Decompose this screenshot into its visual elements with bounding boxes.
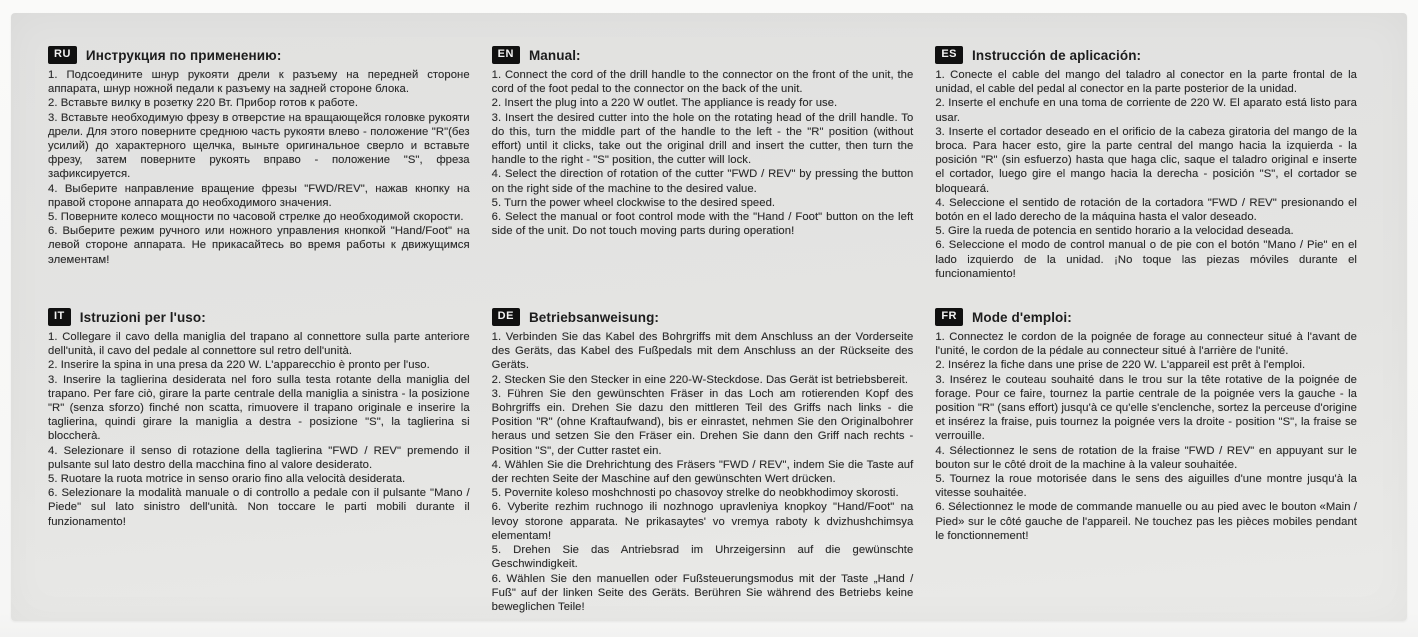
instruction-item: 2. Вставьте вилку в розетку 220 Вт. Прибор готов к работе. [48,97,359,110]
instruction-item: 6. Vyberite rezhim ruchnogo ili nozhnogo upravleniya knopkoy "Hand/Foot" na levoy storone apparata. Ne prikasaytes' vo vremya raboty k dvizhushchimsya elementam! [491,501,914,542]
section-header [935,308,1357,326]
language-badge-it: IT [48,308,71,326]
instruction-item: 1. Conecte el cable del mango del taladro al conector en la parte frontal de la unidad, el cable del pedal al conector en la parte posterior de la unidad. [935,69,1357,96]
section-title: Istruzioni per l'uso: [79,309,206,325]
instruction-item: 5. Drehen Sie das Antriebsrad im Uhrzeigersinn auf die gewünschte Geschwindigkeit. [491,544,914,571]
instruction-list [492,330,914,614]
language-badge-fr: FR [935,308,963,326]
instruction-item: 4. Seleccione el sentido de rotación de la cortadora "FWD / REV" presionando el botón en el lado derecho de la máquina hasta el valor deseado. [935,196,1357,224]
instruction-item: 4. Selezionare il senso di rotazione della taglierina "FWD / REV" premendo il pulsante sul lato destro della macchina fino al valore desiderato. [48,444,470,471]
language-badge-de: DE [492,308,520,326]
instruction-item: 5. Поверните колесо мощности по часовой стрелке до необходимой скорости. [48,211,464,224]
sections-grid [48,46,1357,614]
instruction-item: 1. Подсоедините шнур рукояти дрели к разъему на передней стороне аппарата, шнур ножной педали к разъему на задней стороне блока. [48,69,470,96]
instruction-item: 4. Sélectionnez le sens de rotation de la fraise "FWD / REV" en appuyant sur le bouton sur le côté droit de la machine à la valeur souhaitée. [935,444,1357,471]
instruction-item: 5. Povernite koleso moshchnosti po chasovoy strelke do neobkhodimoy skorosti. [491,487,899,500]
instruction-item: 3. Führen Sie den gewünschten Fräser in das Loch am rotierenden Kopf des Bohrgriffs ein. Drehen Sie dazu den mittleren Teil des Griffs nach links - die Position "R" (ohne Kraftaufwand), bis er einrastet, nehmen Sie den Originalbohrer heraus und setzen Sie den Fräser ein. Drehen Sie dann den Griff nach rechts - Position "S", der Cutter rastet ein. [491,387,914,457]
language-section-ru [48,46,470,267]
instruction-item: 6. Selezionare la modalità manuale o di controllo a pedale con il pulsante "Mano / Piede" sul lato sinistro dell'unità. Non toccare le parti mobili durante il funzionamento! [48,487,470,528]
instruction-item: 6. Sélectionnez le mode de commande manuelle ou au pied avec le bouton «Main / Pied» sur le côté gauche de l'appareil. Ne touchez pas les pièces mobiles pendant le fonctionnement! [935,501,1357,542]
instruction-item: 1. Connect the cord of the drill handle to the connector on the front of the unit, the cord of the foot pedal to the connector on the back of the unit. [491,69,914,96]
instruction-list [492,68,914,238]
instruction-item: 6. Seleccione el modo de control manual o de pie con el botón "Mano / Pie" en el lado izquierdo de la unidad. ¡No toque las piezas móviles durante el funcionamiento! [935,239,1357,280]
instruction-item: 3. Inserte el cortador deseado en el orificio de la cabeza giratoria del mango de la broca. Para hacer esto, gire la parte central del mango hacia la izquierda - la posición "R" (sin esfuerzo) hasta que haga clic, saque el taladro original e inserte el cortador, luego gire el mango hacia la derecha - posición "S", el cortador se bloqueará. [935,125,1357,195]
language-section-en [492,46,914,238]
instruction-sheet [11,13,1407,621]
instruction-list [935,68,1357,281]
language-section-de [492,308,914,614]
section-header [492,308,914,326]
instruction-item: 3. Insert the desired cutter into the hole on the rotating head of the drill handle. To do this, turn the middle part of the handle to the left - the "R" position (without effort) until it clicks, take out the original drill and insert the cutter, then turn the handle to the right - "S" position, the cutter will lock. [491,111,914,167]
instruction-list [935,330,1357,543]
language-badge-es: ES [935,46,963,64]
language-section-fr [935,308,1357,543]
instruction-item: 5. Gire la rueda de potencia en sentido horario a la velocidad deseada. [935,225,1294,238]
instruction-item: 6. Wählen Sie den manuellen oder Fußsteuerungsmodus mit der Taste „Hand / Fuß" auf der linken Seite des Geräts. Berühren Sie während des Betriebs keine beweglichen Teile! [491,572,914,613]
instruction-item: 5. Ruotare la ruota motrice in senso orario fino alla velocità desiderata. [48,473,406,486]
section-header [492,46,914,64]
instruction-item: 2. Stecken Sie den Stecker in eine 220-W-Steckdose. Das Gerät ist betriebsbereit. [491,373,909,386]
section-title: Инструкция по применению: [85,47,282,63]
section-header [48,46,470,64]
section-header [935,46,1357,64]
instruction-item: 2. Insérez la fiche dans une prise de 220 W. L'appareil est prêt à l'emploi. [935,359,1306,372]
language-badge-en: EN [492,46,520,64]
instruction-item: 3. Inserire la taglierina desiderata nel foro sulla testa rotante della maniglia del trapano. Per fare ciò, girare la parte centrale della maniglia a sinistra - la posizione "R" (senza sforzo) finché non scatta, rimuovere il trapano originale e inserire la taglierina, quindi girare la maniglia a destra - posizione "S", la taglierina si bloccherà. [48,373,470,443]
instruction-item: 6. Выберите режим ручного или ножного управления кнопкой "Hand/Foot" на левой стороне аппарата. Не прикасайтесь во время работы к движущимся элементам! [48,225,470,266]
instruction-item: 1. Connectez le cordon de la poignée de forage au connecteur situé à l'avant de l'unité, le cordon de la pédale au connecteur situé à l'arrière de l'unité. [935,331,1357,358]
section-title: Betriebsanweisung: [528,309,660,325]
instruction-item: 2. Insert the plug into a 220 W outlet. The appliance is ready for use. [491,97,838,110]
instruction-item: 2. Inserire la spina in una presa da 220 W. L'apparecchio è pronto per l'uso. [48,359,430,372]
instruction-item: 6. Select the manual or foot control mode with the "Hand / Foot" button on the left side of the unit. Do not touch moving parts during operation! [491,211,914,238]
language-section-es [935,46,1357,281]
section-title: Instrucción de aplicación: [972,47,1142,63]
instruction-item: 3. Insérez le couteau souhaité dans le trou sur la tête rotative de la poignée de forage. Pour ce faire, tournez la partie centrale de la poignée vers la gauche - la position "R" (sans effort) jusqu'à ce qu'elle s'enclenche, sortez la perceuse d'origine et insérez la fraise, puis tournez la poignée vers la droite - position "S", la fraise se verrouille. [935,373,1357,443]
instruction-item: 3. Вставьте необходимую фрезу в отверстие на вращающейся головке рукояти дрели. Для этого поверните среднюю часть рукояти влево - положение "R"(без усилий) до характерного щелчка, выньте оригинальное сверло и вставьте фрезу, затем поверните рукоять вправо - положение "S", фреза зафиксируется. [48,111,470,181]
instruction-item: 2. Inserte el enchufe en una toma de corriente de 220 W. El aparato está listo para usar. [935,97,1357,124]
section-header [48,308,470,326]
language-badge-ru: RU [48,46,77,64]
language-section-it [48,308,470,529]
section-title: Mode d'emploi: [972,309,1072,325]
instruction-list [48,68,470,267]
instruction-item: 4. Выберите направление вращение фрезы "FWD/REV", нажав кнопку на правой стороне аппарата до необходимого значения. [48,182,470,209]
instruction-list [48,330,470,529]
instruction-item: 4. Wählen Sie die Drehrichtung des Fräsers "FWD / REV", indem Sie die Taste auf der rechten Seite der Maschine auf den gewünschten Wert drücken. [491,458,914,486]
instruction-item: 4. Select the direction of rotation of the cutter "FWD / REV" by pressing the button on the right side of the machine to the desired value. [491,168,914,195]
instruction-item: 1. Verbinden Sie das Kabel des Bohrgriffs mit dem Anschluss an der Vorderseite des Geräts, das Kabel des Fußpedals mit dem Anschluss an der Rückseite des Geräts. [491,331,914,372]
instruction-item: 5. Tournez la roue motorisée dans le sens des aiguilles d'une montre jusqu'à la vitesse souhaitée. [935,473,1357,500]
instruction-item: 1. Collegare il cavo della maniglia del trapano al connettore sulla parte anteriore dell'unità, il cavo del pedale al connettore sul retro dell'unità. [48,331,470,358]
instruction-item: 5. Turn the power wheel clockwise to the desired speed. [491,196,776,209]
section-title: Manual: [528,47,581,63]
